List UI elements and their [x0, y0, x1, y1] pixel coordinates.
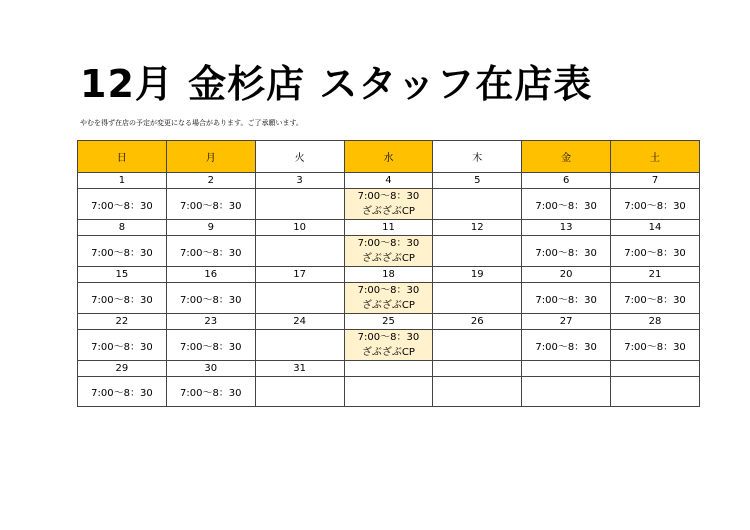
- date-cell: 15: [78, 267, 167, 283]
- shift-time: 7:00～8：30: [535, 247, 597, 259]
- date-cell: 30: [166, 361, 255, 377]
- shift-time: 7:00～8：30: [357, 238, 420, 249]
- date-row: [78, 314, 700, 330]
- schedule-body: [78, 141, 700, 407]
- shift-cell: [344, 377, 433, 407]
- date-cell: 3: [255, 173, 344, 189]
- shift-time: 7:00～8：30: [624, 247, 686, 259]
- shift-time: 7:00～8：30: [179, 341, 242, 353]
- shift-time: 7:00～8：30: [179, 247, 242, 259]
- schedule-note: やむを得ず在店の予定が変更になる場合があります。ご了承願います。: [80, 119, 303, 127]
- shift-cell: [78, 236, 167, 267]
- date-cell: [344, 361, 433, 377]
- shift-time: 7:00～8：30: [624, 200, 686, 212]
- shift-cell: [522, 236, 611, 267]
- date-cell: 10: [255, 220, 344, 236]
- shift-time: 7:00～8：30: [91, 341, 153, 353]
- date-row: [78, 220, 700, 236]
- date-cell: 17: [255, 267, 344, 283]
- shift-cell: [433, 189, 522, 220]
- weekday-header: 金: [522, 141, 611, 173]
- date-cell: 23: [166, 314, 255, 330]
- date-cell: 2: [166, 173, 255, 189]
- date-cell: [611, 361, 700, 377]
- shift-cell: [344, 236, 433, 267]
- shift-time: 7:00～8：30: [357, 332, 420, 343]
- shift-cell: [611, 330, 700, 361]
- date-row: [78, 173, 700, 189]
- shift-cell: [255, 236, 344, 267]
- shift-time: 7:00～8：30: [179, 200, 242, 212]
- date-cell: 28: [611, 314, 700, 330]
- date-cell: 12: [433, 220, 522, 236]
- date-row: [78, 267, 700, 283]
- shift-time: 7:00～8：30: [535, 294, 597, 306]
- date-cell: 14: [611, 220, 700, 236]
- shift-time: 7:00～8：30: [357, 191, 420, 202]
- weekday-header: 火: [255, 141, 344, 173]
- date-cell: 21: [611, 267, 700, 283]
- shift-extra: ざぶざぶCP: [361, 206, 415, 217]
- shift-cell: [611, 377, 700, 407]
- shift-cell: [344, 189, 433, 220]
- shift-extra: ざぶざぶCP: [361, 253, 415, 264]
- shift-extra: ざぶざぶCP: [361, 347, 415, 358]
- date-cell: 1: [78, 173, 167, 189]
- date-cell: 18: [344, 267, 433, 283]
- shift-cell: [166, 377, 255, 407]
- date-cell: 19: [433, 267, 522, 283]
- shift-cell: [611, 189, 700, 220]
- date-cell: 13: [522, 220, 611, 236]
- shift-row: [78, 330, 700, 361]
- shift-cell: [611, 283, 700, 314]
- shift-cell: [611, 236, 700, 267]
- shift-cell: [255, 283, 344, 314]
- date-cell: 5: [433, 173, 522, 189]
- shift-cell: [78, 330, 167, 361]
- shift-cell: [166, 283, 255, 314]
- staff-schedule-table: [77, 140, 700, 407]
- shift-time: 7:00～8：30: [91, 247, 153, 259]
- shift-time: 7:00～8：30: [357, 285, 420, 296]
- shift-time: 7:00～8：30: [624, 341, 686, 353]
- shift-cell: [522, 330, 611, 361]
- shift-cell: [344, 330, 433, 361]
- date-cell: [433, 361, 522, 377]
- date-cell: 11: [344, 220, 433, 236]
- shift-time: 7:00～8：30: [91, 294, 153, 306]
- date-cell: 25: [344, 314, 433, 330]
- shift-cell: [344, 283, 433, 314]
- date-cell: 27: [522, 314, 611, 330]
- shift-cell: [433, 330, 522, 361]
- weekday-header: 水: [344, 141, 433, 173]
- shift-extra: ざぶざぶCP: [361, 300, 415, 311]
- shift-time: 7:00～8：30: [535, 200, 597, 212]
- shift-row: [78, 377, 700, 407]
- shift-cell: [433, 377, 522, 407]
- page-title: 12月 金杉店 スタッフ在店表: [80, 62, 593, 106]
- weekday-header: 土: [611, 141, 700, 173]
- date-cell: 29: [78, 361, 167, 377]
- date-cell: 6: [522, 173, 611, 189]
- date-cell: 16: [166, 267, 255, 283]
- shift-cell: [78, 377, 167, 407]
- date-cell: 8: [78, 220, 167, 236]
- date-cell: [522, 361, 611, 377]
- date-cell: 24: [255, 314, 344, 330]
- date-cell: 22: [78, 314, 167, 330]
- date-cell: 20: [522, 267, 611, 283]
- shift-cell: [78, 283, 167, 314]
- shift-cell: [433, 283, 522, 314]
- shift-row: [78, 189, 700, 220]
- shift-cell: [255, 377, 344, 407]
- shift-cell: [522, 283, 611, 314]
- shift-cell: [433, 236, 522, 267]
- date-row: [78, 361, 700, 377]
- shift-time: 7:00～8：30: [179, 294, 242, 306]
- shift-time: 7:00～8：30: [535, 341, 597, 353]
- shift-cell: [255, 189, 344, 220]
- date-cell: 26: [433, 314, 522, 330]
- shift-cell: [78, 189, 167, 220]
- shift-time: 7:00～8：30: [91, 200, 153, 212]
- shift-cell: [166, 330, 255, 361]
- shift-row: [78, 283, 700, 314]
- shift-row: [78, 236, 700, 267]
- shift-cell: [255, 330, 344, 361]
- date-cell: 31: [255, 361, 344, 377]
- shift-cell: [522, 377, 611, 407]
- date-cell: 9: [166, 220, 255, 236]
- shift-time: 7:00～8：30: [179, 388, 242, 399]
- weekday-header: 日: [78, 141, 167, 173]
- weekday-header: 月: [166, 141, 255, 173]
- date-cell: 4: [344, 173, 433, 189]
- shift-cell: [166, 189, 255, 220]
- shift-time: 7:00～8：30: [91, 388, 153, 399]
- shift-time: 7:00～8：30: [624, 294, 686, 306]
- weekday-header-row: [78, 141, 700, 173]
- weekday-header: 木: [433, 141, 522, 173]
- shift-cell: [522, 189, 611, 220]
- date-cell: 7: [611, 173, 700, 189]
- shift-cell: [166, 236, 255, 267]
